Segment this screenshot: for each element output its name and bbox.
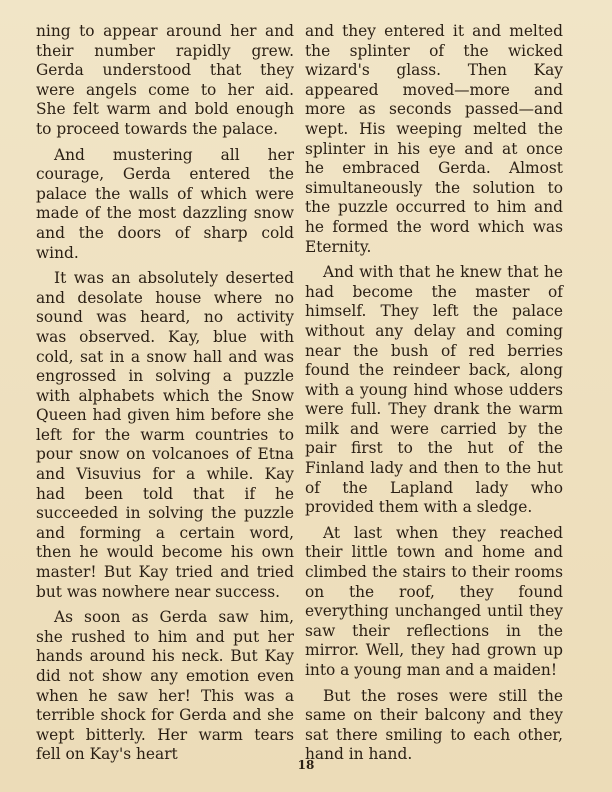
paragraph: and they entered it and melted the splinter of the wicked wizard's glass. Then Kay appeared moved—more and more as seconds passed—and wept. His weeping melted the splinter in his eye and at once he embraced Gerda. Almost simultaneously the solution to the puzzle occurred to him and he formed the word which was Eternity.	[305, 22, 563, 256]
left-column	[36, 22, 294, 771]
paragraph: But the roses were still the same on their balcony and they sat there smiling to each other, hand in hand.	[305, 686, 563, 764]
paragraph: It was an absolutely deserted and desolate house where no sound was heard, no activity was observed. Kay, blue with cold, sat in a snow hall and was engrossed in solving a puzzle with alphabets which the Snow Queen had given him before she left for the warm countries to pour snow on volcanoes of Etna and Visuvius for a while. Kay had been told that if he succeeded in solving the puzzle and forming a certain word, then he would become his own master! But Kay tried and tried but was nowhere near success.	[36, 269, 294, 601]
paragraph: At last when they reached their little town and home and climbed the stairs to their rooms on the roof, they found everything unchanged until they saw their reflections in the mirror. Well, they had grown up into a young man and a maiden!	[305, 523, 563, 679]
paragraph: And with that he knew that he had become the master of himself. They left the palace without any delay and coming near the bush of red berries found the reindeer back, along with a young hind whose udders were full. They drank the warm milk and were carried by the pair first to the hut of the Finland lady and then to the hut of the Lapland lady who provided them with a sledge.	[305, 263, 563, 517]
paragraph: As soon as Gerda saw him, she rushed to him and put her hands around his neck. But Kay did not show any emotion even when he saw her! This was a terrible shock for Gerda and she wept bitterly. Her warm tears fell on Kay's heart	[36, 608, 294, 764]
paragraph: ning to appear around her and their number rapidly grew. Gerda understood that they were angels come to her aid. She felt warm and bold enough to proceed towards the palace.	[36, 22, 294, 138]
page-number: 18	[297, 758, 315, 772]
paragraph: And mustering all her courage, Gerda entered the palace the walls of which were made of the most dazzling snow and the doors of sharp cold wind.	[36, 145, 294, 262]
right-column	[305, 22, 563, 771]
